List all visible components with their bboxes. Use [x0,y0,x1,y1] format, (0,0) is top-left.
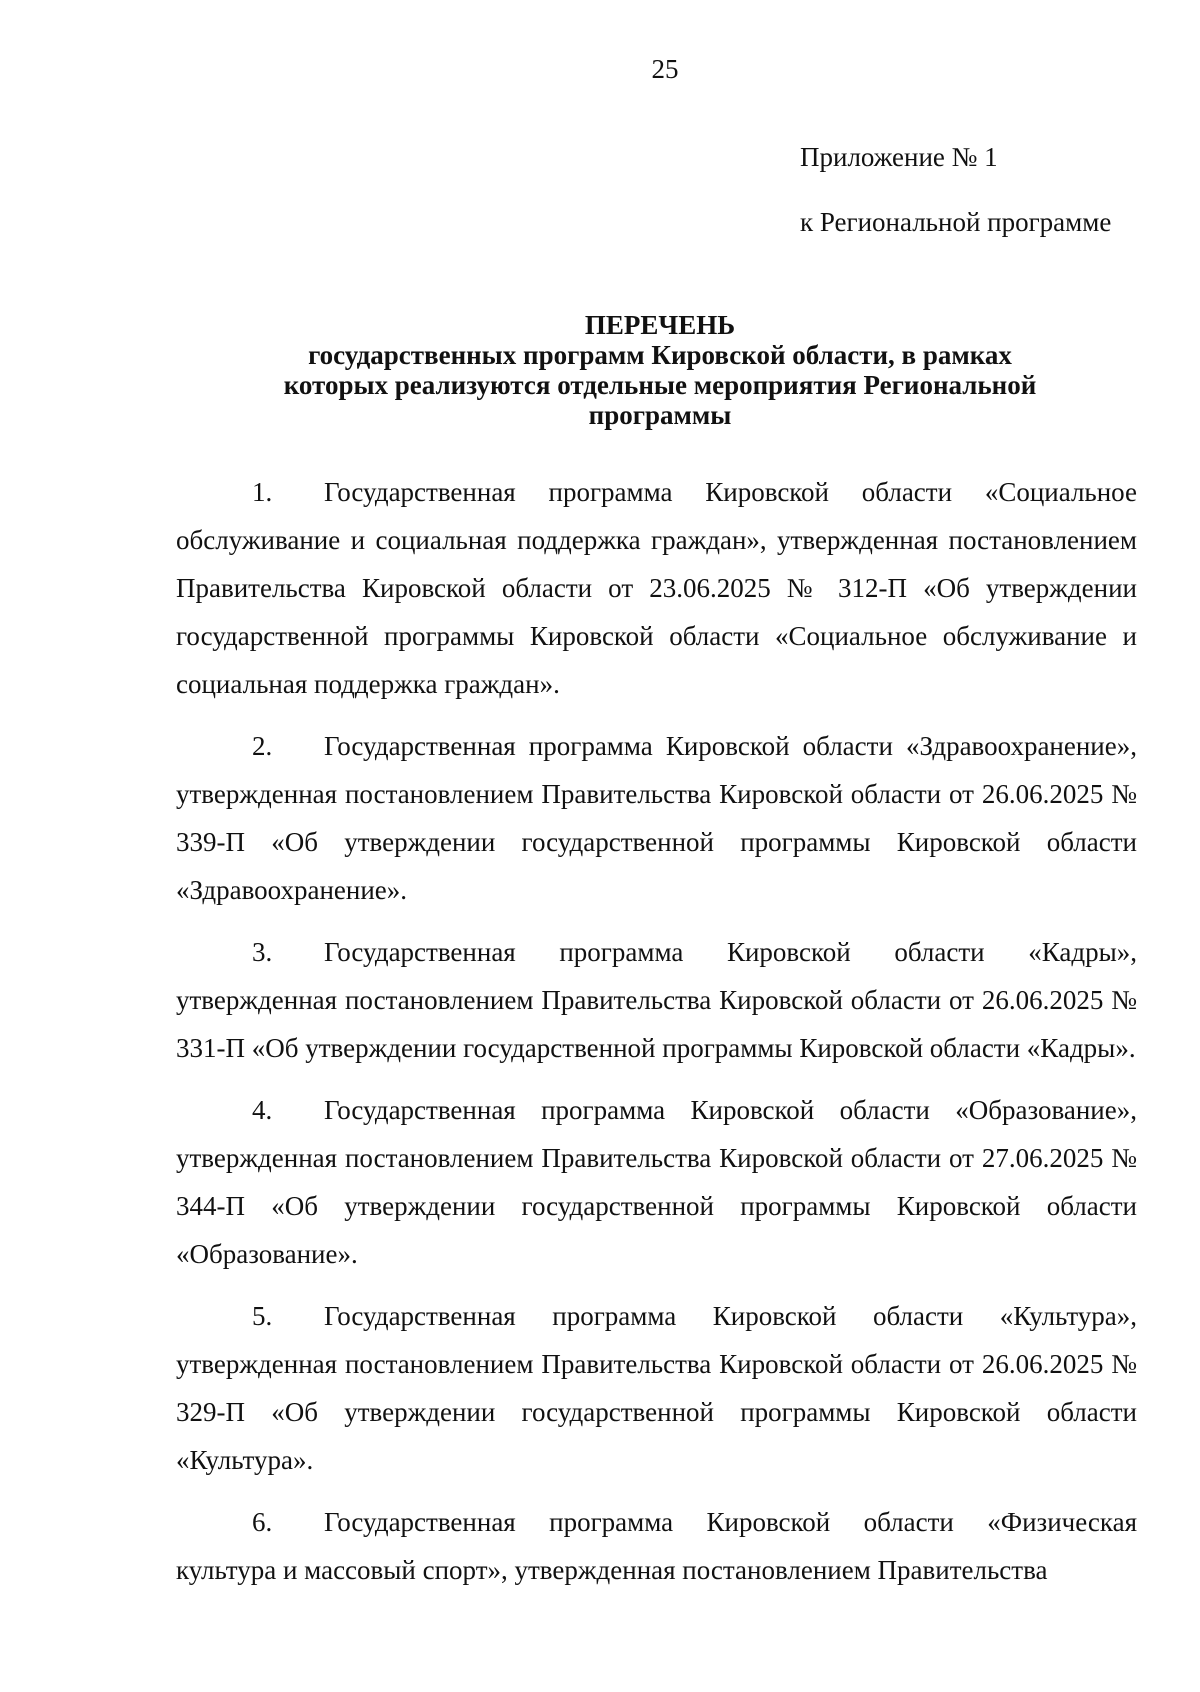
appendix-reference: к Региональной программе [800,207,1112,237]
page-number: 25 [651,54,679,84]
program-list [176,468,1137,1594]
heading-line-3: которых реализуются отдельные мероприятия Региональной [283,370,1037,400]
list-item-number: 6. [252,1507,273,1537]
list-item-text: Государственная программа Кировской области «Образование», утвержденная постановлением Правительства Кировской области от 27.06.2025 № 344-П «Об утверждении государственной программы Кировской области «Образование». [176,1095,1137,1269]
heading-line-2: государственных программ Кировской области, в рамках [308,340,1012,370]
list-item [176,722,1137,914]
list-item-number: 4. [252,1095,273,1125]
list-item-number: 3. [252,937,273,967]
appendix-label: Приложение № 1 [800,142,998,172]
list-item [176,928,1137,1072]
list-item [176,1292,1137,1484]
list-item-number: 5. [252,1301,273,1331]
list-item-text: Государственная программа Кировской области «Здравоохранение», утвержденная постановлением Правительства Кировской области от 26.06.2025 № 339-П «Об утверждении государственной программы Кировской области «Здравоохранение». [176,731,1137,905]
list-item-text: Государственная программа Кировской области «Культура», утвержденная постановлением Правительства Кировской области от 26.06.2025 № 329-П «Об утверждении государственной программы Кировской области «Культура». [176,1301,1137,1475]
heading-line-4: программы [588,400,732,430]
list-item-number: 1. [252,477,273,507]
heading-title: ПЕРЕЧЕНЬ [584,310,736,340]
list-item-text: Государственная программа Кировской области «Социальное обслуживание и социальная поддержка граждан», утвержденная постановлением Правительства Кировской области от 23.06.2025 № 312-П «Об утверждении государственной программы Кировской области «Социальное обслуживание и социальная поддержка граждан». [176,477,1137,699]
list-item-text: Государственная программа Кировской области «Физическая культура и массовый спорт», утвержденная постановлением Правительства [176,1507,1137,1585]
list-item-text: Государственная программа Кировской области «Кадры», утвержденная постановлением Правительства Кировской области от 26.06.2025 № 331-П «Об утверждении государственной программы Кировской области «Кадры». [176,937,1137,1063]
list-item [176,1086,1137,1278]
list-item [176,1498,1137,1594]
list-item [176,468,1137,708]
document-heading [230,310,1090,430]
list-item-number: 2. [252,731,273,761]
